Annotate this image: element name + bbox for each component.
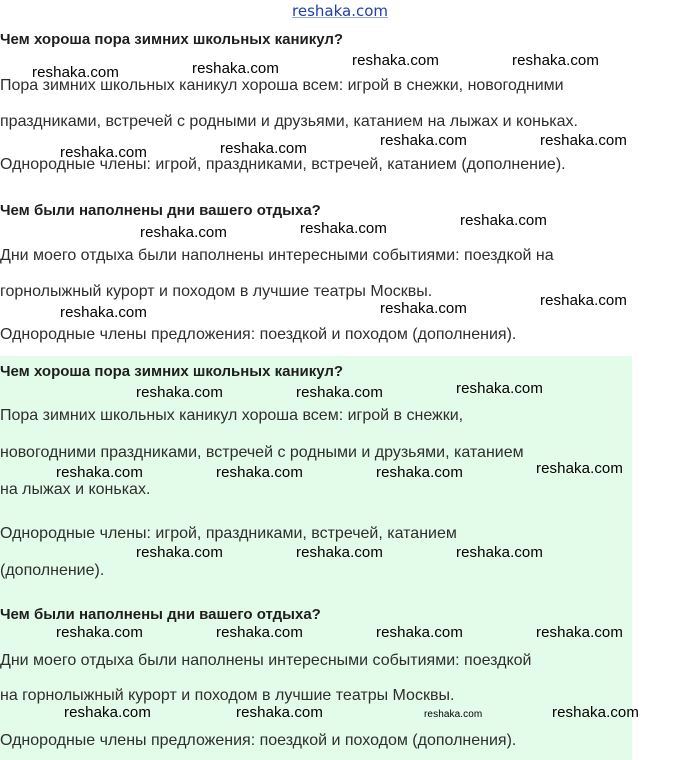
question-title: Чем были наполнены дни вашего отдыха? (0, 606, 321, 623)
watermark: reshaka.com (192, 60, 279, 77)
answer-line: Дни моего отдыха были наполнены интересными событиями: поездкой (0, 652, 532, 669)
answer-line: на горнолыжный курорт и походом в лучшие театры Москвы. (0, 687, 455, 704)
watermark: reshaka.com (352, 52, 439, 69)
answer-line: Однородные члены: игрой, праздниками, встречей, катанием (0, 525, 457, 542)
watermark: reshaka.com (456, 544, 543, 561)
watermark: reshaka.com (456, 380, 543, 397)
watermark: reshaka.com (552, 704, 639, 721)
watermark: reshaka.com (136, 544, 223, 561)
watermark: reshaka.com (136, 384, 223, 401)
answer-line: Однородные члены предложения: поездкой и походом (дополнения). (0, 326, 517, 343)
answer-line: Однородные члены предложения: поездкой и походом (дополнения). (0, 732, 517, 749)
watermark: reshaka.com (140, 224, 227, 241)
answer-line: Пора зимних школьных каникул хороша всем: игрой в снежки, (0, 407, 464, 424)
watermark: reshaka.com (536, 460, 623, 477)
watermark: reshaka.com (32, 64, 119, 81)
site-header[interactable] (0, 2, 680, 20)
watermark: reshaka.com (56, 624, 143, 641)
watermark: reshaka.com (56, 464, 143, 481)
answer-line: на лыжах и коньках. (0, 481, 151, 498)
watermark: reshaka.com (540, 132, 627, 149)
watermark: reshaka.com (296, 544, 383, 561)
watermark: reshaka.com (380, 300, 467, 317)
answer-line: новогодними праздниками, встречей с родными и друзьями, катанием (0, 444, 524, 461)
question-title: Чем хороша пора зимних школьных каникул? (0, 363, 344, 380)
watermark: reshaka.com (64, 704, 151, 721)
answer-line: праздниками, встречей с родными и друзьями, катанием на лыжах и коньках. (0, 113, 578, 130)
watermark: reshaka.com (300, 220, 387, 237)
watermark: reshaka.com (536, 624, 623, 641)
watermark: reshaka.com (424, 709, 483, 720)
answer-line: горнолыжный курорт и походом в лучшие театры Москвы. (0, 283, 433, 300)
watermark: reshaka.com (216, 464, 303, 481)
answer-line: Пора зимних школьных каникул хороша всем: игрой в снежки, новогодними (0, 77, 564, 94)
site-header-link[interactable]: reshaka.com (292, 2, 388, 20)
watermark: reshaka.com (60, 304, 147, 321)
watermark: reshaka.com (60, 144, 147, 161)
watermark: reshaka.com (512, 52, 599, 69)
question-title: Чем были наполнены дни вашего отдыха? (0, 202, 321, 219)
watermark: reshaka.com (236, 704, 323, 721)
watermark: reshaka.com (220, 140, 307, 157)
watermark: reshaka.com (376, 624, 463, 641)
answer-line: Дни моего отдыха были наполнены интересными событиями: поездкой на (0, 247, 554, 264)
question-title: Чем хороша пора зимних школьных каникул? (0, 31, 344, 48)
watermark: reshaka.com (296, 384, 383, 401)
watermark: reshaka.com (216, 624, 303, 641)
watermark: reshaka.com (380, 132, 467, 149)
watermark: reshaka.com (540, 292, 627, 309)
watermark: reshaka.com (376, 464, 463, 481)
watermark: reshaka.com (460, 212, 547, 229)
answer-line: Однородные члены: игрой, праздниками, встречей, катанием (дополнение). (0, 156, 566, 173)
answer-line: (дополнение). (0, 562, 105, 579)
